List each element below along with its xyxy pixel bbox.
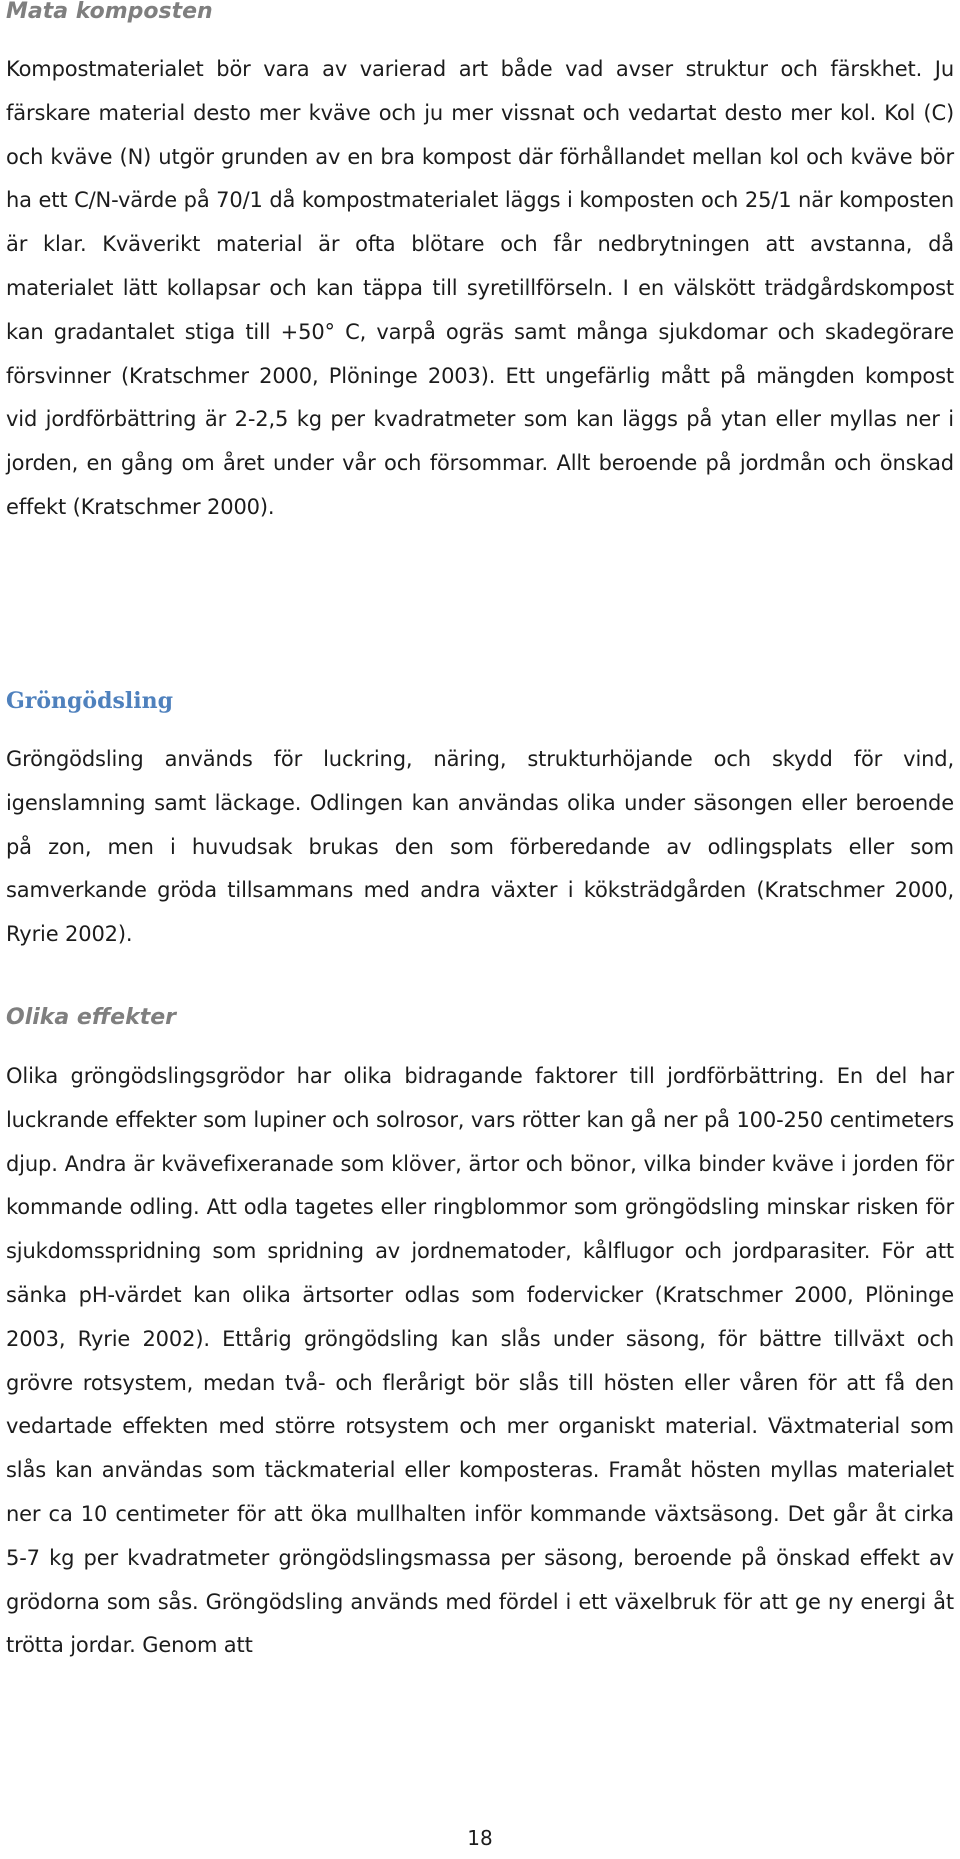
paragraph-mata-komposten: Kompostmaterialet bör vara av varierad art både vad avser struktur och färskhet. Ju färskare material desto mer kväve och ju mer vissnat och vedartat desto mer kol. Kol (C) och kväve (N) utgör grunden av en bra kompost där förhållandet mellan kol och kväve bör ha ett C/N-värde på 70/1 då kompostmaterialet läggs i komposten och 25/1 när komposten är klar. Kväverikt material är ofta blötare och får nedbrytningen att avstanna, då materialet lätt kollapsar och kan täppa till syretillförseln. I en välskött trädgårdskompost kan gradantalet stiga till +50° C, varpå ogräs samt många sjukdomar och skadegörare försvinner (Kratschmer 2000, Plöninge 2003). Ett ungefärlig mått på mängden kompost vid jordförbättring är 2-2,5 kg per kvadratmeter som kan läggs på ytan eller myllas ner i jorden, en gång om året under vår och försommar. Allt beroende på jordmån och önskad effekt (Kratschmer 2000). xyxy=(6,57,954,519)
section-subheading-mata-komposten: Mata komposten xyxy=(6,0,213,24)
page-number: 18 xyxy=(467,1826,493,1850)
paragraph-grongodsling: Gröngödsling används för luckring, näring, strukturhöjande och skydd för vind, igenslamning samt läckage. Odlingen kan användas olika under säsongen eller beroende på zon, men i huvudsak brukas den som förberedande av odlingsplats eller som samverkande gröda tillsammans med andra växter i köksträdgården (Kratschmer 2000, Ryrie 2002). xyxy=(6,747,954,947)
paragraph-olika-effekter: Olika gröngödslingsgrödor har olika bidragande faktorer till jordförbättring. En del har luckrande effekter som lupiner och solrosor, vars rötter kan gå ner på 100-250 centimeters djup. Andra är kvävefixeranade som klöver, ärtor och bönor, vilka binder kväve i jorden för kommande odling. Att odla tagetes eller ringblommor som gröngödsling minskar risken för sjukdomsspridning som spridning av jordnematoder, kålflugor och jordparasiter. För att sänka pH-värdet kan olika ärtsorter odlas som fodervicker (Kratschmer 2000, Plöninge 2003, Ryrie 2002). Ettårig gröngödsling kan slås under säsong, för bättre tillväxt och grövre rotsystem, medan två- och flerårigt bör slås till hösten eller våren för att få den vedartade effekten med större rotsystem och mer organiskt material. Växtmaterial som slås kan användas som täckmaterial eller komposteras. Framåt hösten myllas materialet ner ca 10 centimeter för att öka mullhalten inför kommande växtsäsong. Det går åt cirka 5-7 kg per kvadratmeter gröngödslingsmassa per säsong, beroende på önskad effekt av grödorna som sås. Gröngödsling används med fördel i ett växelbruk för att ge ny energi åt trötta jordar. Genom att xyxy=(6,1064,954,1658)
section-heading-grongodsling: Gröngödsling xyxy=(6,688,173,714)
section-subheading-olika-effekter: Olika effekter xyxy=(6,1005,176,1030)
